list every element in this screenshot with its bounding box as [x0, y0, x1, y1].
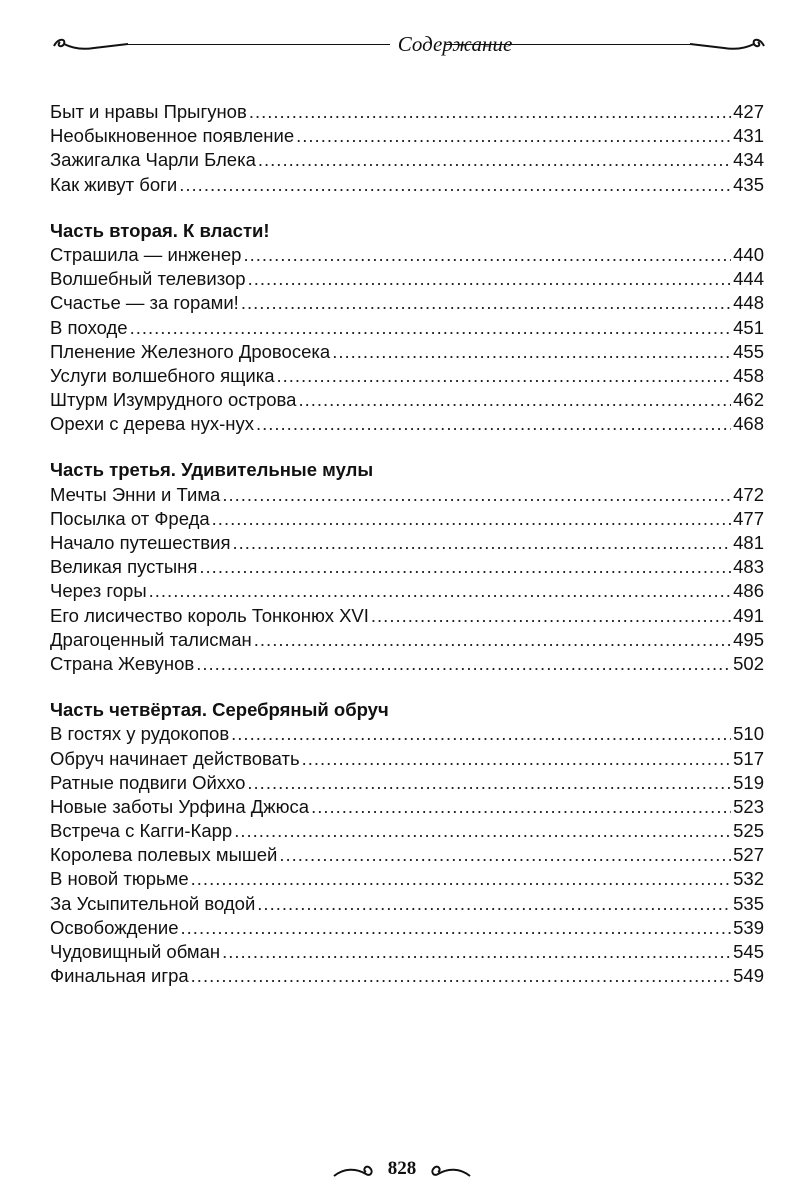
- dot-leader: [332, 340, 731, 364]
- entry-title: Счастье — за горами!: [50, 292, 239, 314]
- dot-leader: [247, 771, 731, 795]
- toc-entry: [50, 628, 764, 652]
- entry-page-number: 455: [733, 340, 764, 362]
- toc-entry: [50, 652, 764, 676]
- toc-entry: [50, 916, 764, 940]
- dot-leader: [234, 819, 731, 843]
- toc-section: [50, 219, 764, 437]
- dot-leader: [257, 892, 731, 916]
- toc-entry: [50, 771, 764, 795]
- toc-entry: [50, 267, 764, 291]
- entry-title: Страна Жевунов: [50, 652, 195, 674]
- toc-entry: [50, 604, 764, 628]
- entry-page-number: 431: [733, 125, 764, 147]
- dot-leader: [311, 795, 731, 819]
- entry-title: Штурм Изумрудного острова: [50, 389, 297, 411]
- entry-page-number: 440: [733, 243, 764, 265]
- toc-section: [50, 698, 764, 988]
- entry-page-number: 427: [733, 101, 764, 122]
- entry-title: Пленение Железного Дровосека: [50, 340, 331, 362]
- dot-leader: [256, 412, 731, 436]
- entry-title: За Усыпительной водой: [50, 892, 256, 914]
- entry-title: Через горы: [50, 580, 147, 602]
- entry-page-number: 458: [733, 364, 764, 386]
- dot-leader: [191, 964, 731, 988]
- entry-page-number: 517: [733, 747, 764, 769]
- entry-page-number: 510: [733, 723, 764, 745]
- toc-entry: [50, 819, 764, 843]
- toc-entry: [50, 555, 764, 579]
- entry-page-number: 435: [733, 173, 764, 195]
- dot-leader: [248, 267, 732, 291]
- dot-leader: [181, 916, 732, 940]
- entry-title: В новой тюрьме: [50, 868, 189, 890]
- entry-page-number: 527: [733, 844, 764, 866]
- running-header: [48, 30, 770, 70]
- toc-entry: [50, 531, 764, 555]
- dot-leader: [254, 628, 731, 652]
- toc-entry: [50, 388, 764, 412]
- entry-title: Ратные подвиги Ойххо: [50, 771, 246, 793]
- dot-leader: [298, 388, 731, 412]
- entry-title: Обруч начинает действовать: [50, 747, 300, 769]
- dot-leader: [232, 531, 731, 555]
- entry-title: Быт и нравы Прыгунов: [50, 101, 247, 122]
- toc-entry: [50, 243, 764, 267]
- entry-title: Мечты Энни и Тима: [50, 483, 221, 505]
- dot-leader: [179, 173, 731, 197]
- toc-entry: [50, 483, 764, 507]
- dot-leader: [302, 747, 732, 771]
- entry-page-number: 477: [733, 507, 764, 529]
- dot-leader: [241, 291, 731, 315]
- toc-entry: [50, 722, 764, 746]
- header-rule-left: [128, 44, 390, 45]
- flourish-right-icon: [690, 34, 770, 54]
- page-footer: [332, 1148, 472, 1192]
- entry-page-number: 468: [733, 413, 764, 435]
- toc-entry: [50, 364, 764, 388]
- dot-leader: [296, 124, 731, 148]
- page-number: 828: [387, 1158, 417, 1179]
- dot-leader: [222, 940, 731, 964]
- entry-page-number: 451: [733, 316, 764, 338]
- flourish-left-icon: [332, 1154, 376, 1184]
- table-of-contents: [50, 100, 764, 988]
- flourish-left-icon: [48, 34, 128, 54]
- toc-entry: [50, 291, 764, 315]
- entry-page-number: 486: [733, 580, 764, 602]
- entry-page-number: 462: [733, 389, 764, 411]
- toc-entry: [50, 507, 764, 531]
- entry-title: Услуги волшебного ящика: [50, 364, 275, 386]
- toc-section: [50, 100, 764, 197]
- entry-title: Встреча с Кагги-Карр: [50, 820, 233, 842]
- dot-leader: [249, 100, 731, 124]
- dot-leader: [279, 843, 731, 867]
- toc-entry: [50, 867, 764, 891]
- entry-title: Его лисичество король Тонконюх XVI: [50, 604, 369, 626]
- entry-page-number: 539: [733, 916, 764, 938]
- toc-section: [50, 458, 764, 676]
- section-title: Часть четвёртая. Серебряный обруч: [50, 699, 389, 721]
- dot-leader: [231, 722, 731, 746]
- toc-entry: [50, 795, 764, 819]
- dot-leader: [212, 507, 731, 531]
- section-title: Часть вторая. К власти!: [50, 219, 270, 241]
- entry-page-number: 444: [733, 268, 764, 290]
- dot-leader: [371, 604, 731, 628]
- entry-page-number: 545: [733, 941, 764, 962]
- toc-entry: [50, 892, 764, 916]
- entry-page-number: 472: [733, 483, 764, 505]
- dot-leader: [130, 316, 732, 340]
- entry-page-number: 532: [733, 868, 764, 890]
- entry-page-number: 434: [733, 149, 764, 171]
- entry-title: В гостях у рудокопов: [50, 723, 230, 745]
- entry-page-number: 491: [733, 604, 764, 626]
- toc-entry: [50, 964, 764, 988]
- dot-leader: [258, 148, 731, 172]
- entry-title: Начало путешествия: [50, 532, 231, 553]
- entry-page-number: 483: [733, 556, 764, 578]
- entry-title: Финальная игра: [50, 965, 189, 987]
- entry-page-number: 481: [733, 532, 764, 553]
- entry-title: Чудовищный обман: [50, 941, 221, 962]
- entry-title: Зажигалка Чарли Блека: [50, 149, 256, 171]
- dot-leader: [243, 243, 731, 267]
- entry-title: Орехи с дерева нух-нух: [50, 413, 254, 435]
- entry-title: Как живут боги: [50, 173, 178, 195]
- dot-leader: [199, 555, 731, 579]
- entry-title: Необыкновенное появление: [50, 125, 295, 147]
- entry-page-number: 502: [733, 652, 764, 674]
- header-title: Содержание: [397, 32, 513, 56]
- entry-title: Освобождение: [50, 916, 179, 938]
- dot-leader: [276, 364, 731, 388]
- toc-entry: [50, 747, 764, 771]
- entry-page-number: 535: [733, 892, 764, 914]
- toc-entry: [50, 940, 764, 964]
- entry-title: Посылка от Фреда: [50, 507, 210, 529]
- entry-title: Драгоценный талисман: [50, 628, 252, 650]
- toc-entry: [50, 579, 764, 603]
- toc-entry: [50, 124, 764, 148]
- toc-entry: [50, 340, 764, 364]
- toc-entry: [50, 148, 764, 172]
- entry-title: Волшебный телевизор: [50, 268, 246, 290]
- dot-leader: [191, 867, 731, 891]
- toc-entry: [50, 412, 764, 436]
- dot-leader: [149, 579, 731, 603]
- toc-entry: [50, 843, 764, 867]
- entry-page-number: 523: [733, 795, 764, 817]
- entry-title: Королева полевых мышей: [50, 844, 278, 866]
- toc-entry: [50, 316, 764, 340]
- entry-title: Страшила — инженер: [50, 243, 242, 265]
- entry-page-number: 549: [733, 965, 764, 987]
- toc-entry: [50, 100, 764, 124]
- section-title: Часть третья. Удивительные мулы: [50, 459, 374, 481]
- entry-page-number: 519: [733, 771, 764, 793]
- entry-title: В походе: [50, 316, 128, 338]
- header-rule-right: [446, 44, 692, 45]
- entry-page-number: 525: [733, 820, 764, 842]
- entry-title: Великая пустыня: [50, 556, 198, 578]
- entry-page-number: 495: [733, 628, 764, 650]
- entry-title: Новые заботы Урфина Джюса: [50, 795, 310, 817]
- dot-leader: [196, 652, 731, 676]
- toc-entry: [50, 173, 764, 197]
- flourish-right-icon: [428, 1154, 472, 1184]
- dot-leader: [222, 483, 731, 507]
- entry-page-number: 448: [733, 292, 764, 314]
